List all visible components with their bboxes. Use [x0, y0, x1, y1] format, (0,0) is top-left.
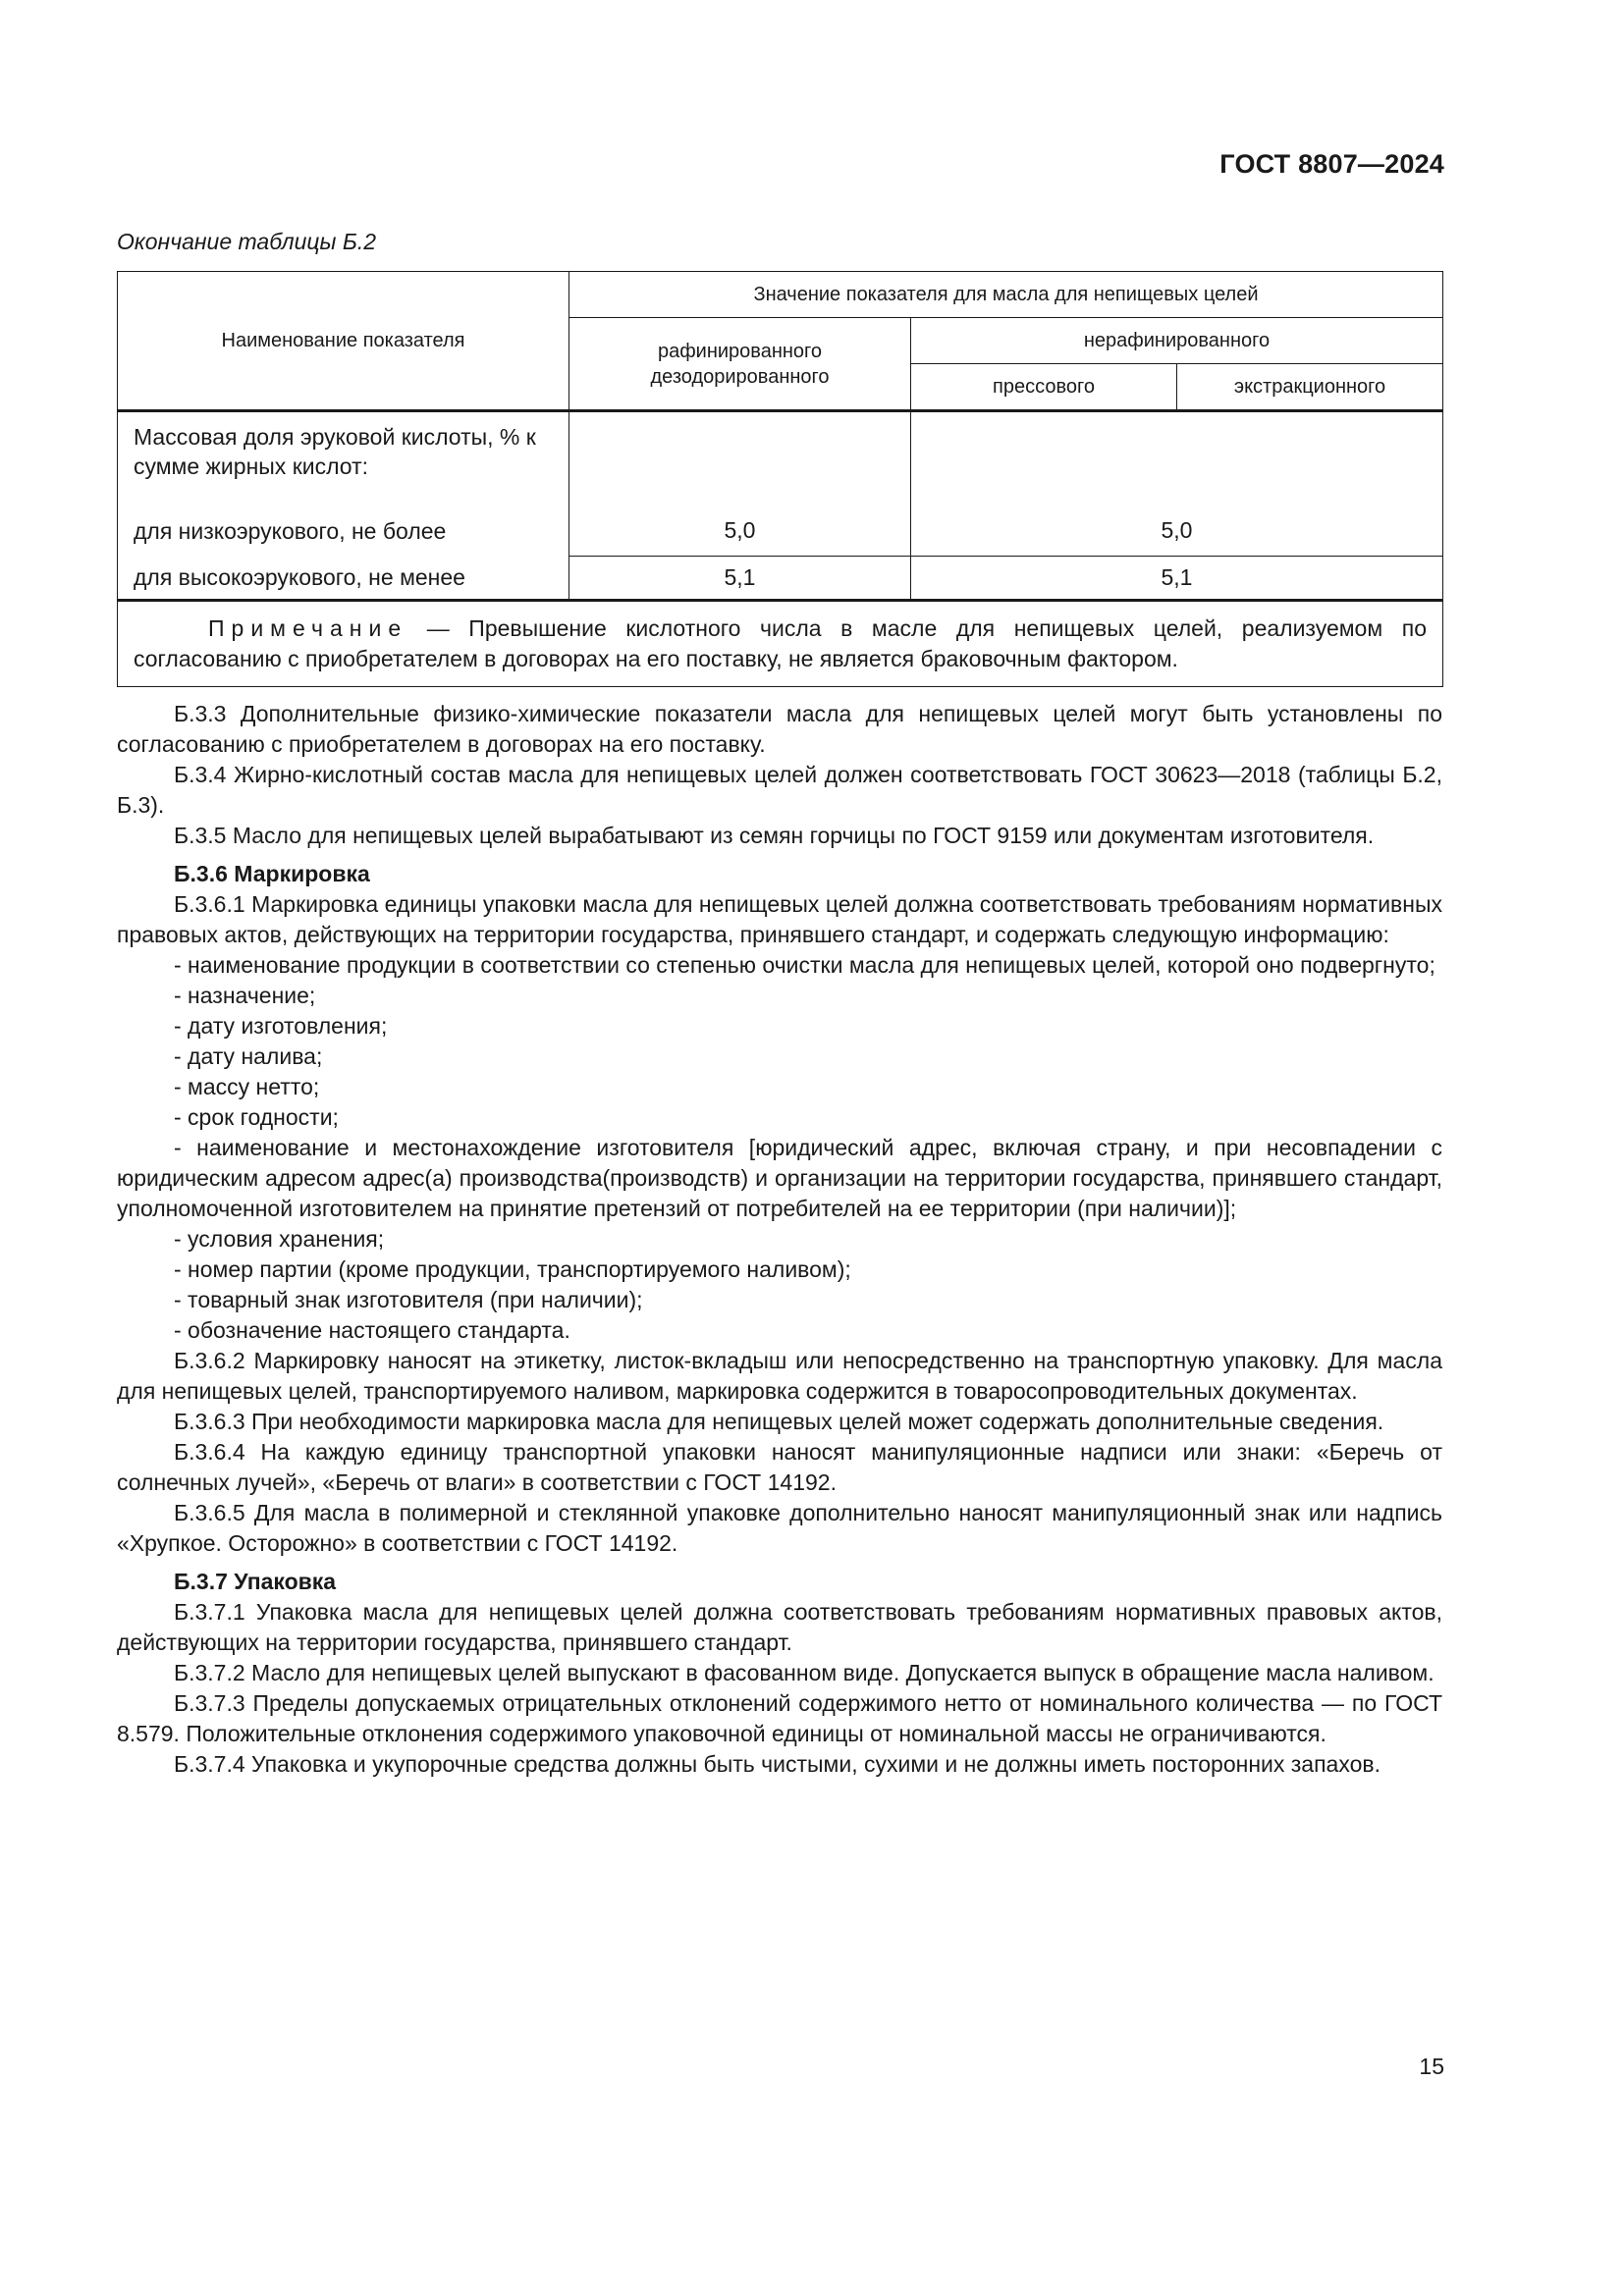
- document-code: ГОСТ 8807—2024: [1219, 149, 1444, 179]
- row-refined-value: 5,1: [569, 557, 911, 601]
- list-item: - наименование продукции в соответствии со степенью очистки масла для непищевых целей, которой оно подвергнуто;: [174, 952, 1435, 978]
- section-heading: Б.3.6 Маркировка: [174, 861, 370, 886]
- indicator-table: [117, 271, 1443, 687]
- page-number: 15: [1419, 2054, 1444, 2079]
- row-refined-value: [569, 411, 911, 506]
- row-name: для низкоэрукового, не более: [118, 506, 569, 557]
- header-value: Значение показателя для масла для непищевых целей: [569, 272, 1443, 318]
- table-row: [118, 411, 1443, 506]
- list-item: - массу нетто;: [174, 1074, 320, 1099]
- paragraph: Б.3.6.4 На каждую единицу транспортной упаковки наносят манипуляционные надписи или знаки: «Беречь от солнечных лучей», «Беречь от влаги» в соответствии с ГОСТ 14192.: [117, 1439, 1442, 1495]
- list-item: - номер партии (кроме продукции, транспортируемого наливом);: [174, 1256, 851, 1282]
- row-unrefined-value: 5,0: [911, 506, 1443, 557]
- list-item: - наименование и местонахождение изготовителя [юридический адрес, включая страну, и при несовпадении с юридическим адресом адрес(а) производства(производств) и организации на территории государства, принявшего стандарт, уполномоченной изготовителем на принятие претензий от потребителей на ее территории (при наличии)];: [117, 1135, 1442, 1221]
- table-row: [118, 557, 1443, 601]
- list-item: - назначение;: [174, 983, 316, 1008]
- paragraph: Б.3.7.2 Масло для непищевых целей выпускают в фасованном виде. Допускается выпуск в обращение масла наливом.: [174, 1660, 1435, 1685]
- list-item: - дату изготовления;: [174, 1013, 388, 1039]
- header-extraction: экстракционного: [1177, 364, 1443, 411]
- paragraph: Б.3.6.5 Для масла в полимерной и стеклянной упаковке дополнительно наносят манипуляционный знак или надпись «Хрупкое. Осторожно» в соответствии с ГОСТ 14192.: [117, 1500, 1442, 1556]
- table-row: [118, 506, 1443, 557]
- table-note-row: [118, 601, 1443, 687]
- body-text: [117, 699, 1442, 1780]
- table-caption: Окончание таблицы Б.2: [117, 229, 377, 254]
- header-unrefined: нерафинированного: [911, 318, 1443, 364]
- list-item: - срок годности;: [174, 1104, 339, 1130]
- header-refined: рафинированного дезодорированного: [569, 318, 911, 411]
- section-heading: Б.3.7 Упаковка: [174, 1569, 337, 1594]
- header-pressed: прессового: [911, 364, 1177, 411]
- paragraph: Б.3.7.4 Упаковка и укупорочные средства должны быть чистыми, сухими и не должны иметь посторонних запахов.: [174, 1751, 1380, 1777]
- list-item: - товарный знак изготовителя (при наличии);: [174, 1287, 643, 1312]
- paragraph: Б.3.5 Масло для непищевых целей вырабатывают из семян горчицы по ГОСТ 9159 или документам изготовителя.: [174, 823, 1375, 848]
- row-name: для высокоэрукового, не менее: [118, 557, 569, 601]
- row-unrefined-value: 5,1: [911, 557, 1443, 601]
- table-note: [118, 601, 1443, 687]
- row-unrefined-value: [911, 411, 1443, 506]
- paragraph: Б.3.7.3 Пределы допускаемых отрицательных отклонений содержимого нетто от номинального количества — по ГОСТ 8.579. Положительные отклонения содержимого упаковочной единицы от номинальной массы не ограничиваются.: [117, 1690, 1442, 1746]
- paragraph: Б.3.6.1 Маркировка единицы упаковки масла для непищевых целей должна соответствовать требованиям нормативных правовых актов, действующих на территории государства, принявшего стандарт, и содержать следующую информацию:: [117, 891, 1442, 947]
- list-item: - дату налива;: [174, 1043, 323, 1069]
- list-item: - условия хранения;: [174, 1226, 385, 1252]
- paragraph: Б.3.6.3 При необходимости маркировка масла для непищевых целей может содержать дополнительные сведения.: [174, 1409, 1384, 1434]
- paragraph: Б.3.7.1 Упаковка масла для непищевых целей должна соответствовать требованиям нормативных правовых актов, действующих на территории государства, принявшего стандарт.: [117, 1599, 1442, 1655]
- row-name: Массовая доля эруковой кислоты, % к сумме жирных кислот:: [118, 411, 569, 506]
- paragraph: Б.3.6.2 Маркировку наносят на этикетку, листок-вкладыш или непосредственно на транспортную упаковку. Для масла для непищевых целей, транспортируемого наливом, маркировка содержится в товаросопроводительных документах.: [117, 1348, 1442, 1404]
- paragraph: Б.3.3 Дополнительные физико-химические показатели масла для непищевых целей могут быть установлены по согласованию с приобретателем в договорах на его поставку.: [117, 701, 1442, 757]
- note-label: Примечание: [208, 615, 408, 641]
- header-indicator-name: Наименование показателя: [118, 272, 569, 411]
- paragraph: Б.3.4 Жирно-кислотный состав масла для непищевых целей должен соответствовать ГОСТ 30623—2018 (таблицы Б.2, Б.3).: [117, 762, 1442, 818]
- list-item: - обозначение настоящего стандарта.: [174, 1317, 570, 1343]
- row-refined-value: 5,0: [569, 506, 911, 557]
- note-text: — Превышение кислотного числа в масле для непищевых целей, реализуемом по согласованию с приобретателем в договорах на его поставку, не является браковочным фактором.: [134, 615, 1427, 671]
